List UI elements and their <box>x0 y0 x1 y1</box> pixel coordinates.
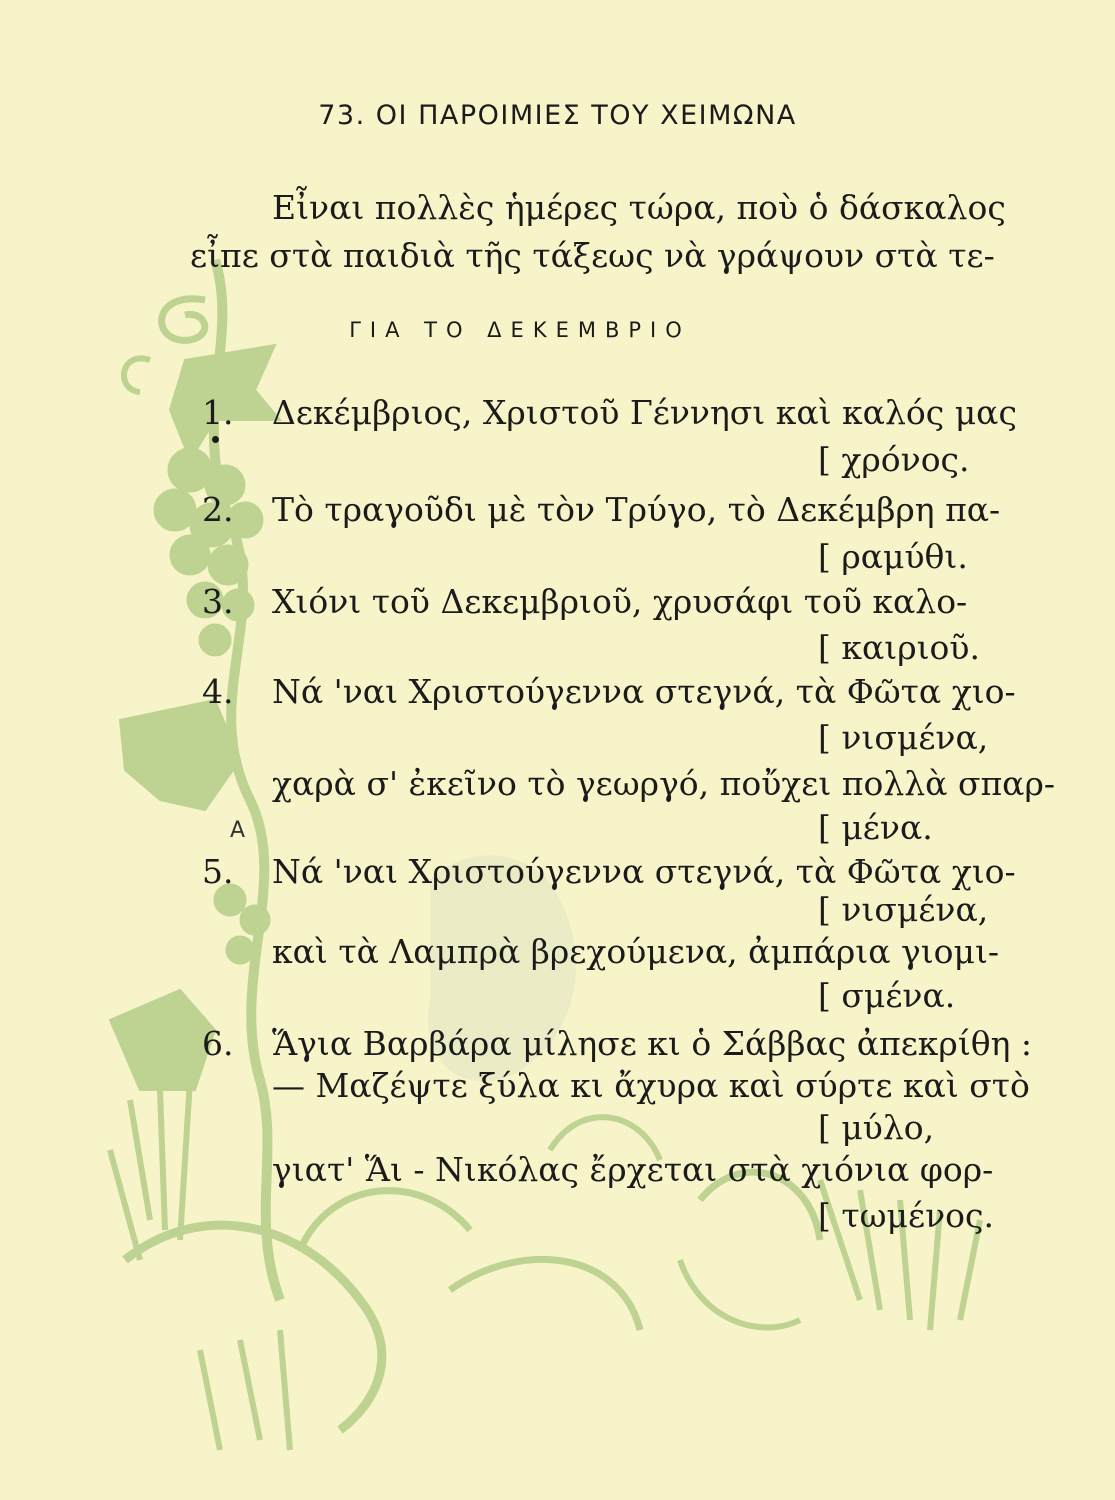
proverb-line: χαρὰ σ' ἐκεῖνο τὸ γεωργό, ποὔχει πολλὰ σπαρ- <box>272 764 1055 803</box>
intro-line-2: εἶπε στὰ παιδιὰ τῆς τάξεως νὰ γράψουν στὰ τε- <box>190 236 995 275</box>
proverb-continuation: [ τωμένος. <box>818 1196 994 1235</box>
proverb-number: 1. <box>202 393 234 432</box>
margin-mark: A <box>230 818 246 843</box>
proverb-continuation: [ σμένα. <box>818 976 956 1015</box>
proverb-number: 4. <box>202 672 234 711</box>
proverb-number: 2. <box>202 490 234 529</box>
chapter-title: 73. ΟΙ ΠΑΡΟΙΜΙΕΣ ΤΟΥ ΧΕΙΜΩΝΑ <box>318 100 797 131</box>
proverb-continuation: [ καιριοῦ. <box>818 628 980 667</box>
proverb-number: 5. <box>202 852 234 891</box>
proverb-continuation: [ χρόνος. <box>818 440 970 479</box>
proverb-line: — Μαζέψτε ξύλα κι ἄχυρα καὶ σύρτε καὶ στὸ <box>272 1066 1030 1105</box>
intro-line-1: Εἶναι πολλὲς ἡμέρες τώρα, ποὺ ὁ δάσκαλος <box>272 188 1006 227</box>
proverb-continuation: [ νισμένα, <box>818 890 989 929</box>
proverb-number: 3. <box>202 582 234 621</box>
proverb-continuation: [ νισμένα, <box>818 718 989 757</box>
proverb-line: καὶ τὰ Λαμπρὰ βρεχούμενα, ἀμπάρια γιομι- <box>272 932 1000 971</box>
section-heading: ΓΙΑ ΤΟ ΔΕΚΕΜΒΡΙΟ <box>349 318 691 342</box>
proverb-continuation: [ ραμύθι. <box>818 537 968 576</box>
proverb-number: 6. <box>202 1024 234 1063</box>
proverb-line: Ἅγια Βαρβάρα μίλησε κι ὁ Σάββας ἀπεκρίθη : <box>272 1024 1032 1063</box>
bullet-dot <box>212 436 219 443</box>
proverb-line: γιατ' Ἅι - Νικόλας ἔρχεται στὰ χιόνια φορ- <box>272 1150 994 1189</box>
proverb-line: Χιόνι τοῦ Δεκεμβριοῦ, χρυσάφι τοῦ καλο- <box>272 582 968 621</box>
proverb-line: Νά 'ναι Χριστούγεννα στεγνά, τὰ Φῶτα χιο- <box>272 852 1016 891</box>
proverb-continuation: [ μύλο, <box>818 1108 935 1147</box>
proverb-continuation: [ μένα. <box>818 808 933 847</box>
proverb-line: Δεκέμβριος, Χριστοῦ Γέννησι καὶ καλός μας <box>272 393 1017 432</box>
proverb-line: Νά 'ναι Χριστούγεννα στεγνά, τὰ Φῶτα χιο- <box>272 672 1016 711</box>
proverb-line: Τὸ τραγοῦδι μὲ τὸν Τρύγο, τὸ Δεκέμβρη πα- <box>272 490 1001 529</box>
